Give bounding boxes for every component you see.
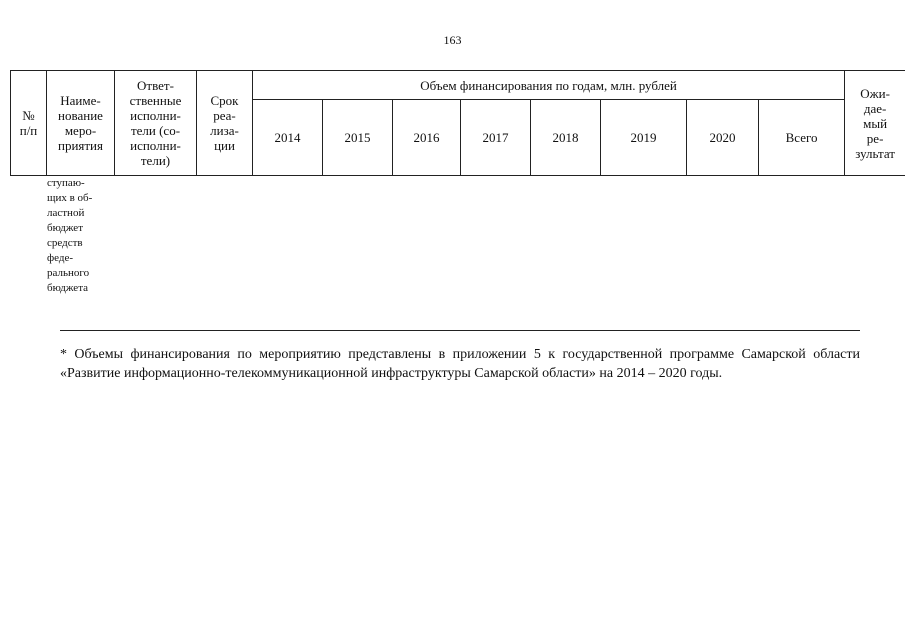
header-funding-group-label: Объем финансирования по годам, млн. рублей: [420, 77, 677, 93]
header-year-2020: 2020: [687, 100, 759, 176]
header-name-label: Наиме- нование меро- приятия: [57, 93, 103, 153]
header-responsible: [115, 71, 197, 176]
header-total: Всего: [759, 100, 845, 176]
financing-table: [10, 70, 905, 176]
header-year-2015: 2015: [323, 100, 393, 176]
header-number: [11, 71, 47, 176]
header-number-label: № п/п: [19, 108, 38, 138]
footnote-separator: [60, 330, 860, 331]
header-term-label: Срок реа- лиза- ции: [210, 93, 239, 153]
header-year-2019: 2019: [601, 100, 687, 176]
header-year-2018: 2018: [531, 100, 601, 176]
header-year-2017: 2017: [461, 100, 531, 176]
header-year-2014: 2014: [253, 100, 323, 176]
page-number: 163: [443, 33, 462, 47]
header-result: [845, 71, 905, 176]
footnote: * Объемы финансирования по мероприятию представлены в приложении 5 к государственной программе Самарской области «Развитие информационно-телекоммуникационной инфраструктуры Самарской области» на 2014 – 2020 годы.: [60, 347, 860, 381]
continuation-text: ступаю- щих в об- ластной бюджет средств феде- рального бюджета: [47, 177, 93, 294]
header-funding-group: [253, 71, 845, 100]
header-result-label: Ожи- дае- мый ре- зультат: [855, 85, 895, 161]
header-term: [197, 71, 253, 176]
header-name: [47, 71, 115, 176]
header-responsible-label: Ответ- ственные исполни- тели (со- исполни- тели): [129, 78, 182, 168]
header-year-2016: 2016: [393, 100, 461, 176]
